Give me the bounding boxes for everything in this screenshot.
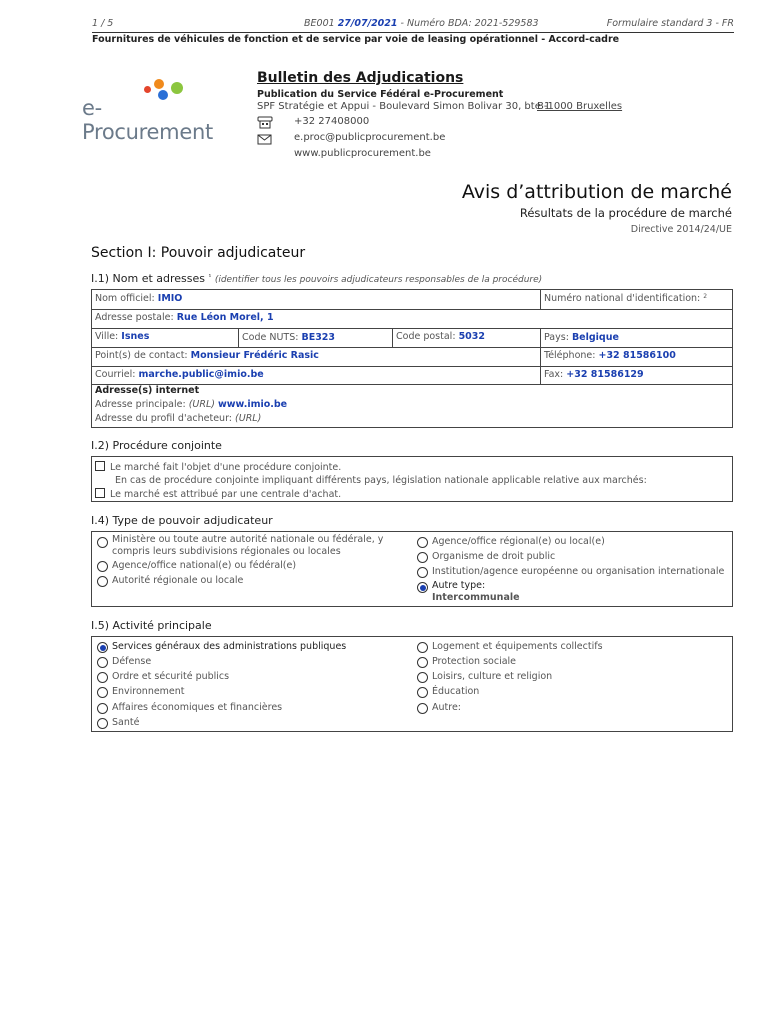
- fax-row: Fax: +32 81586129: [544, 369, 644, 380]
- nuts-row: Code NUTS: BE323: [242, 332, 336, 343]
- other-type-value: Intercommunale: [432, 592, 520, 603]
- defence-label: Défense: [112, 656, 152, 667]
- contact-row: Point(s) de contact: Monsieur Frédéric Rasic: [95, 350, 319, 361]
- other-activity-radio[interactable]: [417, 703, 428, 714]
- page-number: 1 / 5: [92, 18, 114, 29]
- i1-label: I.1) Nom et adresses: [91, 272, 206, 285]
- nuts-code: BE323: [301, 332, 336, 343]
- joint-procurement-checkbox[interactable]: [95, 461, 105, 471]
- phone-icon: [257, 116, 273, 128]
- email-row: Courriel: marche.public@imio.be: [95, 369, 264, 380]
- postal-address: Rue Léon Morel, 1: [176, 312, 274, 323]
- phone-row: Téléphone: +32 81586100: [544, 350, 676, 361]
- i1-address-table: [91, 289, 733, 428]
- national-id-row: Numéro national d'identification: $^2$: [544, 293, 708, 304]
- education-label: Éducation: [432, 686, 480, 697]
- housing-radio[interactable]: [417, 642, 428, 653]
- regional-authority-radio[interactable]: [97, 576, 108, 587]
- authority-national-radio[interactable]: [97, 537, 108, 548]
- official-name-row: Nom officiel: IMIO: [95, 293, 183, 304]
- directive-reference: Directive 2014/24/UE: [630, 224, 732, 235]
- economic-affairs-radio[interactable]: [97, 703, 108, 714]
- bda-number: - Numéro BDA: 2021-529583: [400, 18, 539, 29]
- i2-heading: I.2) Procédure conjointe: [91, 439, 222, 452]
- publication-date: 27/07/2021: [337, 18, 398, 29]
- country: Belgique: [571, 332, 619, 343]
- publisher-address: SPF Stratégie et Appui - Boulevard Simon Bolivar 30, bte 1: [257, 101, 551, 112]
- public-order-label: Ordre et sécurité publics: [112, 671, 230, 682]
- main-website[interactable]: www.imio.be: [218, 399, 288, 410]
- eu-institution-label: Institution/agence européenne ou organisation internationale: [432, 566, 725, 577]
- country-row: Pays: Belgique: [544, 332, 619, 343]
- i5-heading: I.5) Activité principale: [91, 619, 212, 632]
- fax-number: +32 81586129: [566, 369, 644, 380]
- authority-national-label-cont: compris leurs subdivisions régionales ou locales: [112, 546, 341, 557]
- town-row: Ville: Isnes: [95, 331, 150, 342]
- i1-note: (identifier tous les pouvoirs adjudicateurs responsables de la procédure): [214, 275, 543, 285]
- i4-heading: I.4) Type de pouvoir adjudicateur: [91, 514, 273, 527]
- authority-national-label: Ministère ou toute autre autorité nationale ou fédérale, y: [112, 534, 384, 545]
- health-radio[interactable]: [97, 718, 108, 729]
- general-public-services-radio[interactable]: [97, 642, 108, 653]
- eu-institution-radio[interactable]: [417, 567, 428, 578]
- postcode-row: Code postal: 5032: [396, 331, 486, 342]
- recreation-radio[interactable]: [417, 672, 428, 683]
- social-protection-radio[interactable]: [417, 657, 428, 668]
- postal-address-row: Adresse postale: Rue Léon Morel, 1: [95, 312, 274, 323]
- housing-label: Logement et équipements collectifs: [432, 641, 603, 652]
- buyer-profile-row: Adresse du profil d'acheteur: (URL): [95, 413, 262, 424]
- economic-affairs-label: Affaires économiques et financières: [112, 702, 283, 713]
- notice-title: Avis d’attribution de marché: [461, 181, 732, 203]
- publisher-website[interactable]: www.publicprocurement.be: [294, 148, 431, 159]
- agency-regional-radio[interactable]: [417, 537, 428, 548]
- i5-main-activity-box: [91, 636, 733, 732]
- other-type-label: Autre type:: [432, 580, 486, 591]
- logo-text: e-Procurement: [82, 96, 213, 144]
- joint-procurement-note: En cas de procédure conjointe impliquant différents pays, législation nationale applicable relative aux marchés:: [115, 475, 647, 486]
- social-protection-label: Protection sociale: [432, 656, 517, 667]
- publisher-city: B-1000 Bruxelles: [537, 101, 623, 112]
- environment-radio[interactable]: [97, 687, 108, 698]
- running-header: [92, 18, 734, 31]
- public-law-body-label: Organisme de droit public: [432, 551, 556, 562]
- education-radio[interactable]: [417, 687, 428, 698]
- i4-authority-type-box: [91, 531, 733, 607]
- section-title: Section I: Pouvoir adjudicateur: [91, 245, 306, 261]
- publisher-email[interactable]: e.proc@publicprocurement.be: [294, 132, 446, 143]
- notice-subtitle: Résultats de la procédure de marché: [519, 206, 732, 220]
- defence-radio[interactable]: [97, 657, 108, 668]
- i2-joint-procurement-box: [91, 456, 733, 502]
- email-address[interactable]: marche.public@imio.be: [138, 369, 264, 380]
- general-public-services-label: Services généraux des administrations publiques: [112, 641, 347, 652]
- agency-regional-label: Agence/office régional(e) ou local(e): [432, 536, 605, 547]
- internet-heading: Adresse(s) internet: [95, 385, 200, 396]
- recreation-label: Loisirs, culture et religion: [432, 671, 553, 682]
- town: Isnes: [121, 331, 150, 342]
- official-name: IMIO: [157, 293, 183, 304]
- footnote-marker: ¹: [208, 273, 212, 281]
- notice-reference: [304, 18, 539, 29]
- agency-national-radio[interactable]: [97, 561, 108, 572]
- joint-procurement-option[interactable]: Le marché fait l'objet d'une procédure conjointe.: [92, 459, 341, 473]
- agency-national-label: Agence/office national(e) ou fédéral(e): [112, 560, 297, 571]
- environment-label: Environnement: [112, 686, 185, 697]
- form-type: Formulaire standard 3 - FR: [606, 18, 734, 29]
- phone-number: +32 81586100: [598, 350, 676, 361]
- central-purchasing-checkbox[interactable]: [95, 488, 105, 498]
- central-purchasing-option[interactable]: Le marché est attribué par une centrale d'achat.: [92, 486, 341, 500]
- envelope-icon: [257, 134, 273, 146]
- postcode: 5032: [458, 331, 486, 342]
- bulletin-title: Bulletin des Adjudications: [257, 70, 464, 86]
- other-type-radio[interactable]: [417, 582, 428, 593]
- publisher-subtitle: Publication du Service Fédéral e-Procurement: [257, 89, 504, 100]
- other-activity-label: Autre:: [432, 702, 461, 713]
- contact-person: Monsieur Frédéric Rasic: [190, 350, 319, 361]
- contract-title: Fournitures de véhicules de fonction et de service par voie de leasing opérationnel - Accord-cadre: [92, 32, 734, 45]
- main-address-row: Adresse principale: (URL) www.imio.be: [95, 399, 288, 410]
- regional-authority-label: Autorité régionale ou locale: [112, 575, 244, 586]
- public-law-body-radio[interactable]: [417, 552, 428, 563]
- doc-code: BE001: [304, 18, 335, 29]
- i1-heading: [91, 272, 542, 285]
- public-order-radio[interactable]: [97, 672, 108, 683]
- publisher-phone: +32 27408000: [294, 116, 370, 127]
- e-procurement-logo: [82, 78, 232, 144]
- health-label: Santé: [112, 717, 140, 728]
